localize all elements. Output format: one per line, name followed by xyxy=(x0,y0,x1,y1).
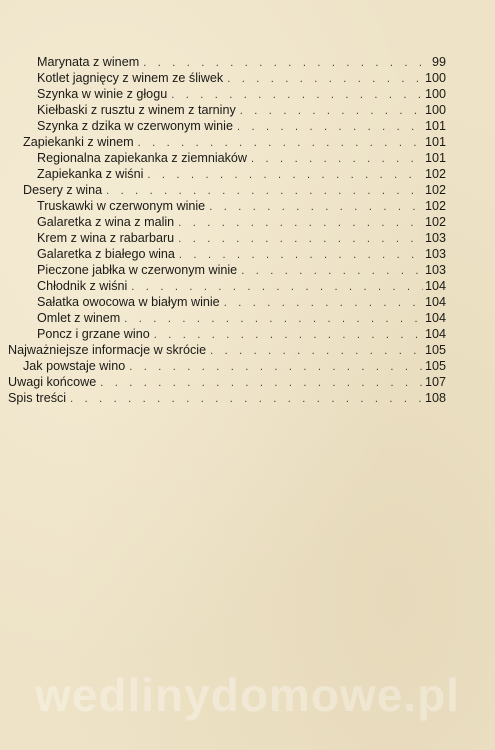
leader-dots xyxy=(143,55,430,71)
toc-entry-label: Szynka z dzika w czerwonym winie xyxy=(37,119,233,133)
leader-dots xyxy=(154,327,423,343)
toc-entry-label: Jak powstaje wino xyxy=(23,359,126,373)
leader-dots xyxy=(227,71,423,87)
toc-entry-page: 104 xyxy=(424,295,446,309)
toc-entry-page: 102 xyxy=(424,167,446,181)
toc-entry-page: 103 xyxy=(424,247,446,261)
toc-entry-page: 104 xyxy=(424,311,446,325)
leader-dots xyxy=(241,263,423,279)
toc-entry-page: 107 xyxy=(424,375,446,389)
leader-dots xyxy=(178,215,423,231)
leader-dots xyxy=(106,183,423,199)
leader-dots xyxy=(129,359,423,375)
toc-entry-label: Najważniejsze informacje w skrócie xyxy=(8,343,207,357)
toc-entry-label: Omlet z winem xyxy=(37,311,121,325)
toc-entry-page: 101 xyxy=(424,119,446,133)
toc-entry-label: Kotlet jagnięcy z winem ze śliwek xyxy=(37,71,224,85)
toc-entry-label: Zapiekanka z wiśni xyxy=(37,167,144,181)
toc-section xyxy=(23,134,446,150)
leader-dots xyxy=(237,119,423,135)
toc-entry-page: 100 xyxy=(424,71,446,85)
toc-entry-label: Chłodnik z wiśni xyxy=(37,279,128,293)
toc-entry xyxy=(37,198,446,214)
leader-dots xyxy=(251,151,423,167)
watermark: wedlinydomowe.pl xyxy=(35,669,460,721)
toc-entry xyxy=(37,86,446,102)
toc-chapter xyxy=(8,374,446,390)
toc-entry-label: Szynka w winie z głogu xyxy=(37,87,168,101)
toc-entry xyxy=(37,294,446,310)
toc-entry-label: Kiełbaski z rusztu z winem z tarniny xyxy=(37,103,236,117)
toc-entry-label: Sałatka owocowa w białym winie xyxy=(37,295,220,309)
toc-entry-page: 108 xyxy=(424,391,446,405)
toc-entry-page: 102 xyxy=(424,199,446,213)
toc-entry-label: Krem z wina z rabarbaru xyxy=(37,231,175,245)
leader-dots xyxy=(124,311,423,327)
toc-entry-page: 103 xyxy=(424,231,446,245)
toc-entry-page: 100 xyxy=(424,87,446,101)
toc-entry-page: 103 xyxy=(424,263,446,277)
leader-dots xyxy=(147,167,423,183)
toc-entry-label: Spis treści xyxy=(8,391,67,405)
toc-entry xyxy=(37,166,446,182)
toc-entry-label: Desery z wina xyxy=(23,183,103,197)
toc-entry-label: Regionalna zapiekanka z ziemniaków xyxy=(37,151,248,165)
leader-dots xyxy=(210,343,423,359)
toc-chapter xyxy=(8,342,446,358)
toc-entry xyxy=(37,326,446,342)
toc-entry xyxy=(37,150,446,166)
toc-entry-page: 105 xyxy=(424,359,446,373)
toc-entry-page: 102 xyxy=(424,215,446,229)
leader-dots xyxy=(178,231,423,247)
toc-chapter xyxy=(8,390,446,406)
toc-section xyxy=(23,182,446,198)
toc-entry xyxy=(37,230,446,246)
leader-dots xyxy=(179,247,423,263)
toc-entry-label: Pieczone jabłka w czerwonym winie xyxy=(37,263,238,277)
toc-entry xyxy=(37,70,446,86)
toc-entry xyxy=(37,118,446,134)
leader-dots xyxy=(138,135,423,151)
leader-dots xyxy=(131,279,423,295)
toc-entry-page: 104 xyxy=(424,279,446,293)
toc-entry-page: 105 xyxy=(424,343,446,357)
toc-entry-label: Zapiekanki z winem xyxy=(23,135,134,149)
toc-entry-label: Marynata z winem xyxy=(37,55,140,69)
toc-entry-label: Galaretka z białego wina xyxy=(37,247,175,261)
toc-entry-page: 99 xyxy=(431,55,446,69)
leader-dots xyxy=(224,295,423,311)
toc-entry-page: 100 xyxy=(424,103,446,117)
toc-entry-page: 101 xyxy=(424,135,446,149)
toc-entry xyxy=(37,54,446,70)
toc-entry xyxy=(37,310,446,326)
toc-entry xyxy=(37,214,446,230)
toc-section xyxy=(23,358,446,374)
toc-entry xyxy=(37,278,446,294)
leader-dots xyxy=(240,103,423,119)
toc-entry-page: 102 xyxy=(424,183,446,197)
toc-entry xyxy=(37,262,446,278)
toc-entry-label: Truskawki w czerwonym winie xyxy=(37,199,206,213)
toc-entry-label: Galaretka z wina z malin xyxy=(37,215,175,229)
toc-entry-label: Poncz i grzane wino xyxy=(37,327,150,341)
toc-entry-page: 101 xyxy=(424,151,446,165)
leader-dots xyxy=(209,199,423,215)
leader-dots xyxy=(70,391,423,407)
toc-entry xyxy=(37,102,446,118)
toc-entry-label: Uwagi końcowe xyxy=(8,375,97,389)
leader-dots xyxy=(100,375,423,391)
toc-entry-page: 104 xyxy=(424,327,446,341)
leader-dots xyxy=(171,87,423,103)
toc-entry xyxy=(37,246,446,262)
